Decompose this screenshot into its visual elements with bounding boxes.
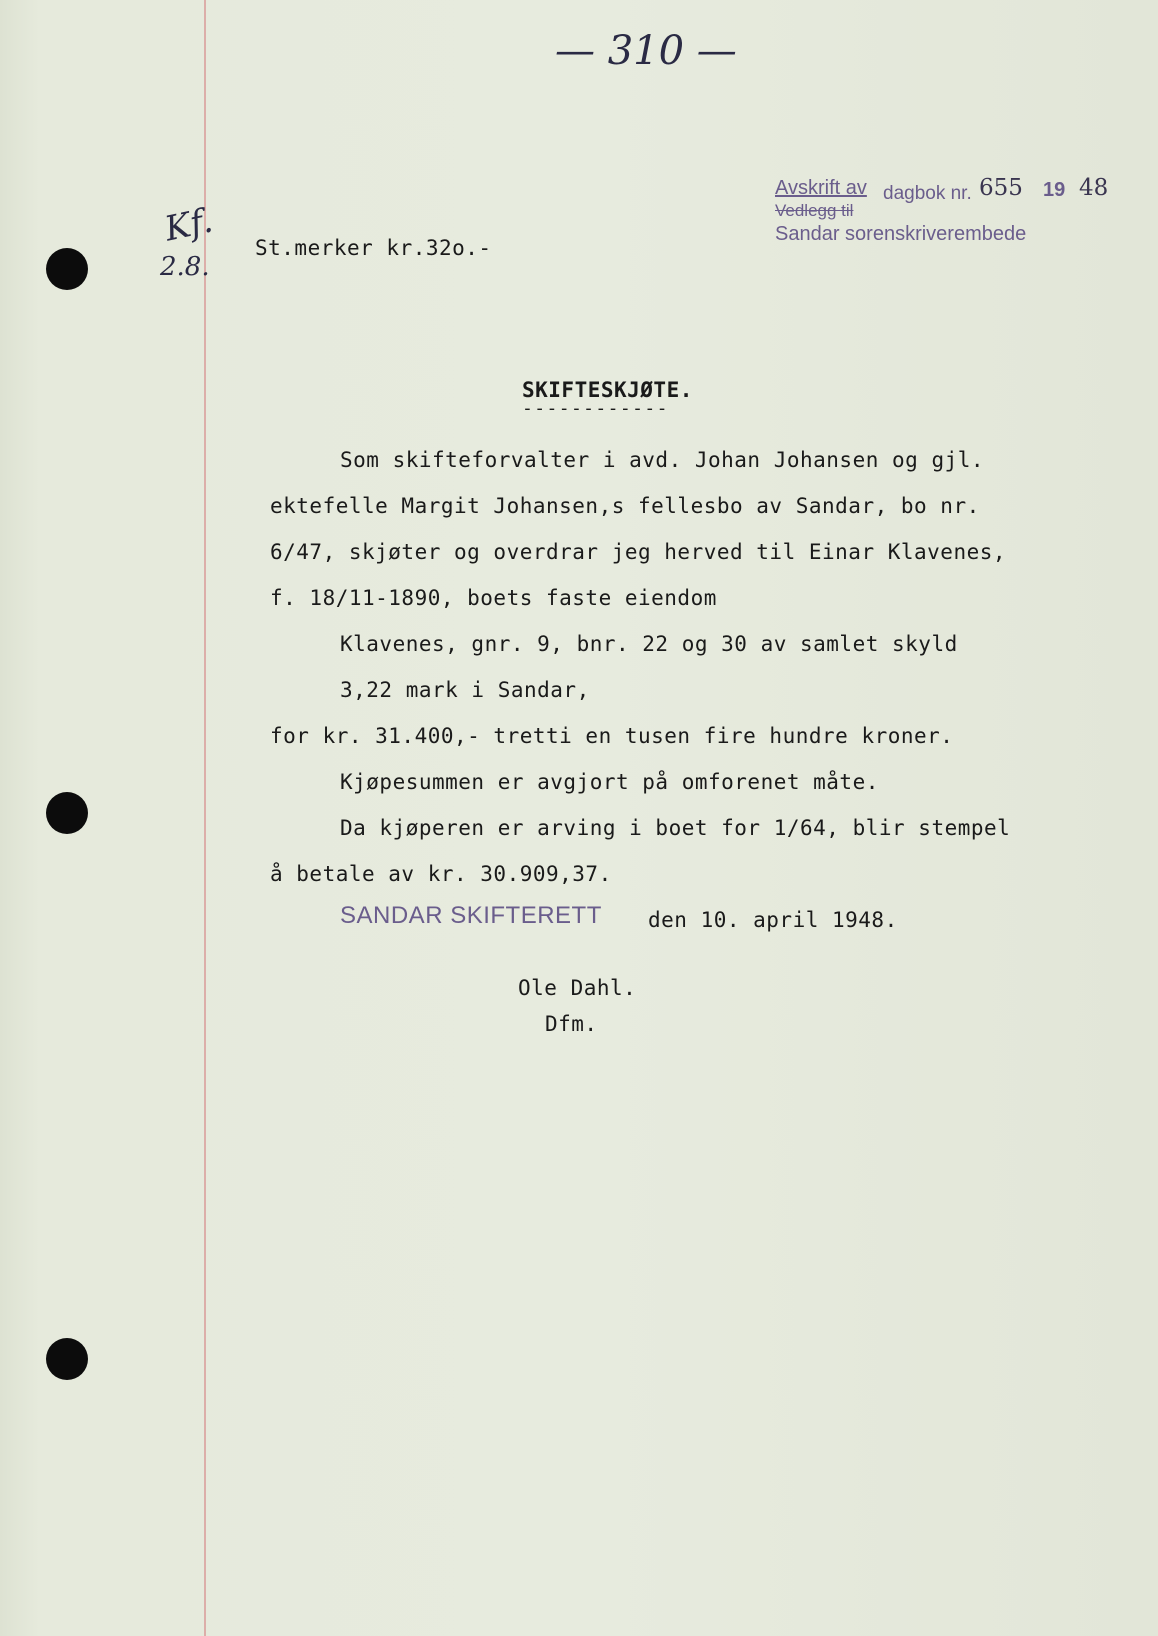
punch-hole-middle (46, 792, 88, 834)
transcript-stamp (775, 175, 1115, 265)
stamp-year-prefix: 19 (1043, 179, 1066, 201)
body-line: ektefelle Margit Johansen,s fellesbo av Sandar, bo nr. (270, 494, 980, 518)
margin-note-line2: 2.8. (160, 252, 210, 282)
stamp-duty: St.merker kr.32o.- (255, 236, 492, 260)
stamp-prefix: Avskrift av (775, 177, 867, 199)
signature: Ole Dahl. (518, 976, 637, 1000)
body-line: for kr. 31.400,- tretti en tusen fire hundre kroner. (270, 724, 954, 748)
body-line: 6/47, skjøter og overdrar jeg herved til Einar Klavenes, (270, 540, 1007, 564)
date-line: den 10. april 1948. (648, 908, 898, 932)
body-line: f. 18/11-1890, boets faste eiendom (270, 586, 717, 610)
body-line: 3,22 mark i Sandar, (340, 678, 590, 702)
body-line: å betale av kr. 30.909,37. (270, 862, 612, 886)
body-line: Kjøpesummen er avgjort på omforenet måte. (340, 770, 879, 794)
margin-rule (204, 0, 206, 1636)
body-line: Som skifteforvalter i avd. Johan Johansen og gjl. (340, 448, 985, 472)
stamp-office: Sandar sorenskriverembede (775, 223, 1027, 245)
page-number: — 310 — (555, 28, 737, 74)
stamp-struck-text: Vedlegg til (775, 201, 854, 220)
signature-title: Dfm. (545, 1012, 598, 1036)
court-stamp: SANDAR SKIFTERETT (340, 902, 602, 929)
margin-note-line1: Kf. (161, 200, 217, 250)
body-line: Da kjøperen er arving i boet for 1/64, blir stempel (340, 816, 1011, 840)
stamp-number: 655 (979, 175, 1023, 201)
punch-hole-top (46, 248, 88, 290)
body-line: Klavenes, gnr. 9, bnr. 22 og 30 av samlet skyld (340, 632, 958, 656)
document-title: SKIFTESKJØTE. (522, 378, 693, 402)
stamp-year: 48 (1079, 175, 1109, 201)
punch-hole-bottom (46, 1338, 88, 1380)
title-underline: ------------ (522, 398, 669, 419)
stamp-mid: dagbok nr. (883, 183, 972, 204)
